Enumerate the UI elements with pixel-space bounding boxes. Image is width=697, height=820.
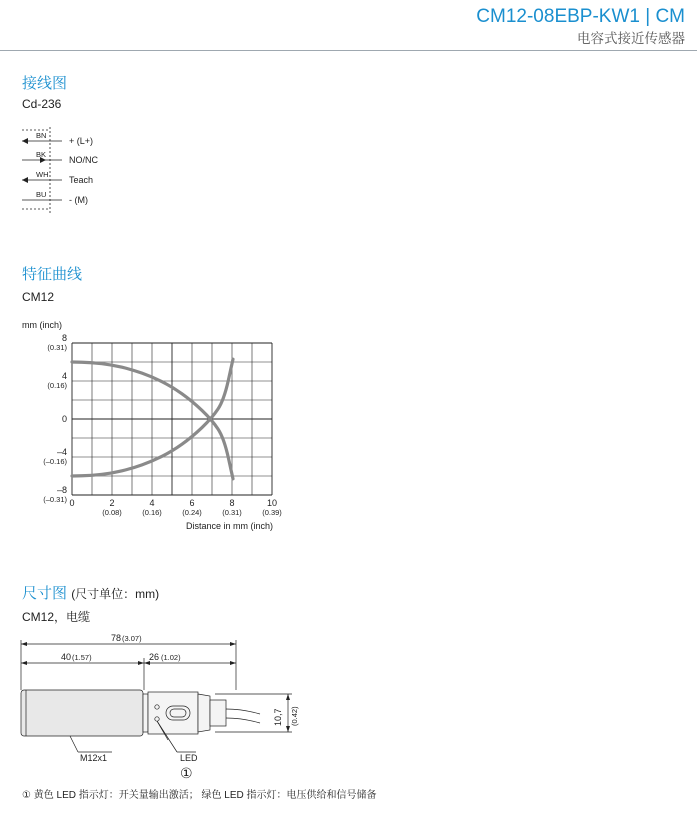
wire-signal-label: - (M) [69,195,88,205]
cable-gland [210,700,226,726]
total-length-value: 78 [111,633,122,643]
x-axis-label: Distance in mm (inch) [186,521,274,531]
wire-signal-label: + (L+) [69,136,94,146]
led-label: LED [180,753,198,763]
x-tick-sublabel: (0.24) [182,508,202,517]
wire-color-label: BN [36,131,47,140]
chart-grid [72,343,272,495]
width-inch: (0.42) [290,706,299,726]
head-length-inch: (1.02) [161,653,181,662]
wire-color-label: BU [36,190,47,199]
wire-signal-label: Teach [69,175,94,185]
body-length-inch: (1.57) [72,653,92,662]
wire-color-label: WH [36,170,49,179]
wire-color-label: BK [36,150,47,159]
footnote: ① 黄色 LED 指示灯：开关量输出激活； 绿色 LED 指示灯：电压供给和信号储备 [22,790,377,801]
product-title: CM12-08EBP-KW1 | CM [476,6,685,27]
x-tick-label: 6 [189,498,195,508]
total-length-inch: (3.07) [122,634,142,643]
x-tick-label: 4 [149,498,155,508]
thread-label: M12x1 [80,753,108,763]
y-axis-label: mm (inch) [22,320,62,330]
cable [226,709,260,714]
y-tick-sublabel: (–0.31) [43,495,67,504]
x-tick-label: 8 [229,498,235,508]
y-tick-label: 8 [61,333,67,343]
y-tick-label: 4 [61,371,67,381]
width-value: 10,7 [273,708,283,726]
header-divider [0,50,697,51]
arrow-in-icon [22,138,28,144]
x-tick-sublabel: (0.08) [102,508,122,517]
y-tick-label: –8 [56,485,67,495]
wire-signal-label: NO/NC [69,155,98,165]
sensor-head [148,692,198,734]
x-tick-label: 2 [109,498,115,508]
dimensions-heading: 尺寸图 (尺寸单位：mm) [22,585,160,602]
x-tick-label: 10 [266,498,278,508]
dimension-drawing [10,630,310,785]
y-tick-sublabel: (0.16) [47,381,67,390]
wiring-diagram [18,125,138,215]
x-tick-label: 0 [69,498,75,508]
curve-heading: 特征曲线 [22,266,83,283]
unit-note: (尺寸单位：mm) [71,587,160,601]
sensor-thread-body [21,690,143,736]
y-tick-label: 0 [61,414,67,424]
body-length-value: 40 [61,652,72,662]
head-length-value: 26 [149,652,160,662]
led-marker: ① [180,766,193,782]
y-tick-sublabel: (0.31) [47,343,67,352]
y-tick-label: –4 [56,447,67,457]
y-tick-sublabel: (–0.16) [43,457,67,466]
wiring-heading: 接线图 [22,75,68,92]
wiring-code: Cd-236 [22,97,62,111]
curve-model: CM12 [22,290,55,304]
dimensions-model: CM12，电缆 [22,610,91,624]
x-tick-sublabel: (0.16) [142,508,162,517]
x-tick-sublabel: (0.31) [222,508,242,517]
x-tick-sublabel: (0.39) [262,508,282,517]
characteristic-chart [0,315,300,535]
arrow-in-icon [22,177,28,183]
product-subtitle: 电容式接近传感器 [577,31,685,46]
